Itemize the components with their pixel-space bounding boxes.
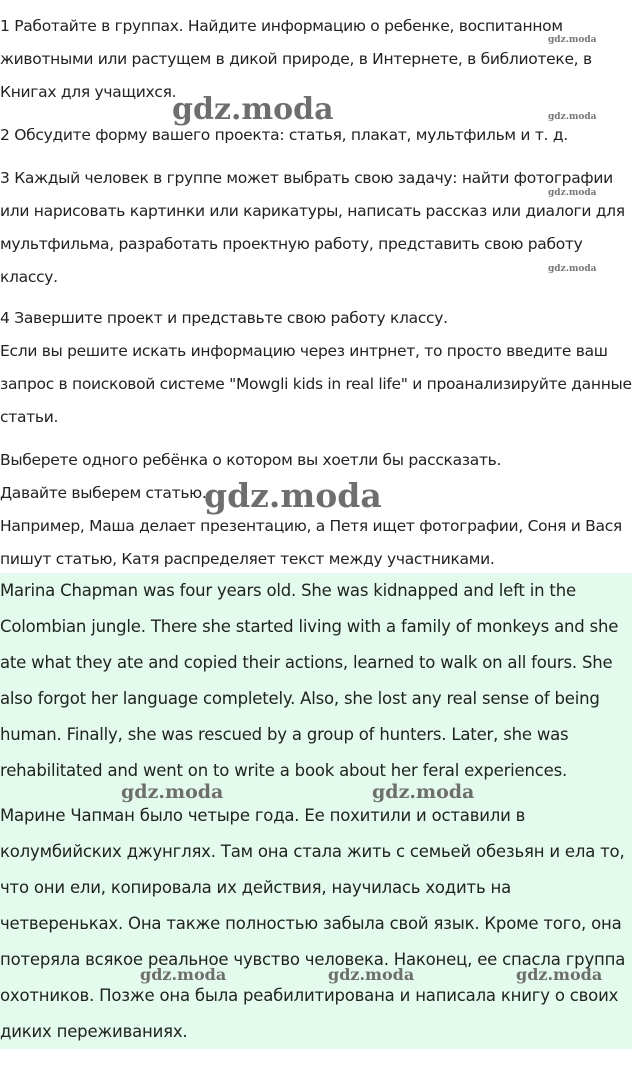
watermark-logo: gdz.moda xyxy=(516,965,603,984)
watermark-logo: gdz.moda xyxy=(328,965,415,984)
watermark-logo: gdz.moda xyxy=(140,965,227,984)
task-step-4: 4 Завершите проект и представьте свою работу классу. xyxy=(0,309,448,327)
article-russian-text: Марине Чапман было четыре года. Ее похитили и оставили в колумбийских джунглях. Там она стала жить с семьей обезьян и ела то, что они ели, копировала их действия, научилась ходить на четвереньках. Она также полностью забыла свой язык. Кроме того, она потеряла всякое реальное чувство человека. Наконец, ее спасла группа охотников. Позже она была реабилитирована и написала книгу о своих диких переживаниях. xyxy=(0,806,626,1041)
task-step-1: 1 Работайте в группах. Найдите информацию о ребенке, воспитанном животными или растущем в дикой природе, в Интернете, в библиотеке, в Книгах для учащихся. xyxy=(0,17,592,101)
watermark-logo: gdz.moda xyxy=(548,188,597,198)
watermark-logo: gdz.moda xyxy=(121,781,224,803)
search-tip-paragraph: Если вы решите искать информацию через интрнет, то просто введите ваш запрос в поисковой системе "Mowgli kids in real life" и проанализируйте данные статьи. xyxy=(0,342,632,426)
watermark-logo: gdz.moda xyxy=(204,476,382,515)
watermark-logo: gdz.moda xyxy=(548,264,597,274)
article-english-text: Marina Chapman was four years old. She was kidnapped and left in the Colombian jungle. There she started living with a family of monkeys and she ate what they ate and copied their actions, learned to walk on all fours. She also forgot her language completely. Also, she lost any real sense of being human. Finally, she was rescued by a group of hunters. Later, she was rehabilitated and went on to write a book about her feral experiences. xyxy=(0,581,619,780)
choose-article-paragraph: Давайте выберем статью. xyxy=(0,484,207,502)
example-roles-paragraph: Например, Маша делает презентацию, а Петя ищет фотографии, Соня и Вася пишут статью, Катя распределяет текст между участниками. xyxy=(0,517,622,568)
watermark-logo: gdz.moda xyxy=(372,781,475,803)
task-step-3: 3 Каждый человек в группе может выбрать свою задачу: найти фотографии или нарисовать картинки или карикатуры, написать рассказ или диалоги для мультфильма, разработать проектную работу, представить свою работу классу. xyxy=(0,169,625,286)
choose-child-paragraph: Выберете одного ребёнка о котором вы хоетли бы рассказать. xyxy=(0,451,502,469)
task-step-2: 2 Обсудите форму вашего проекта: статья, плакат, мультфильм и т. д. xyxy=(0,126,568,144)
watermark-logo: gdz.moda xyxy=(548,112,597,122)
watermark-logo: gdz.moda xyxy=(172,92,334,127)
watermark-logo: gdz.moda xyxy=(548,35,597,45)
